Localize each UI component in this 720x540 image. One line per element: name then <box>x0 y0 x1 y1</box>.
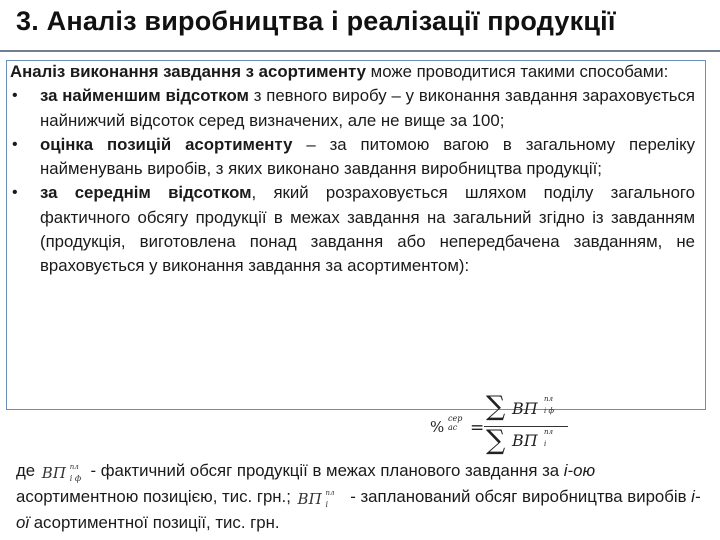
bullet-text: з певного виробу – у виконання завдання зараховується найнижчий відсоток серед визначених, але не вище за 100; <box>40 86 696 130</box>
formula-lhs-sup: сер <box>448 414 463 423</box>
explanation-italic2: і-ої <box>16 487 701 532</box>
symbol-sup: пл <box>325 489 335 497</box>
sum-icon: ∑ <box>486 391 506 422</box>
formula-denominator-sup: пл <box>544 428 553 436</box>
symbol-base: ВП <box>41 464 66 482</box>
explanation-part3: - запланований обсяг виробництва виробів <box>345 487 692 506</box>
symbol-sub: і <box>325 500 329 509</box>
title-divider <box>0 50 720 52</box>
sum-icon: ∑ <box>486 425 506 456</box>
explanation-de: де <box>16 461 40 480</box>
intro-bold: Аналіз виконання завдання з асортименту <box>10 62 366 81</box>
bullet-text: – за питомою вагою в загальному переліку найменувань виробів, з яких виконано завдання виробництва продукції; <box>40 134 695 179</box>
formula-lhs-sub: ас <box>448 423 458 432</box>
bullet-bold: за найменшим відсотком <box>40 86 249 106</box>
formula-lhs-indices <box>448 414 462 432</box>
formula-numerator-sup: пл <box>544 395 553 403</box>
formula-numerator-sub: і ф <box>544 407 554 415</box>
explanation-part2: асортиментною позицією, тис. грн.; <box>16 487 296 506</box>
symbol-sup: пл <box>69 463 79 471</box>
formula-lhs: % <box>430 418 445 436</box>
content-text <box>10 60 695 279</box>
intro-paragraph <box>10 60 695 84</box>
list-item <box>10 84 695 133</box>
formula-numerator: ВП <box>512 399 538 418</box>
list-item <box>10 181 695 278</box>
bullet-bold: оцінка позицій асортименту <box>40 134 293 154</box>
formula-equals: = <box>470 418 485 438</box>
explanation-paragraph <box>16 458 706 536</box>
methods-list <box>10 84 695 278</box>
intro-rest: може проводитися такими способами: <box>366 62 669 81</box>
explanation-italic1: і-ою <box>563 461 596 480</box>
formula-denominator: ВП <box>512 431 538 450</box>
explanation-part4: асортиментної позиції, тис. грн. <box>29 513 280 532</box>
formula-denominator-sub: і <box>544 440 547 448</box>
symbol-base: ВП <box>297 490 322 508</box>
slide-title: 3. Аналіз виробництва і реалізації продукції <box>16 6 616 36</box>
explanation-part1: - фактичний обсяг продукції в межах планового завдання за <box>85 461 564 480</box>
bullet-text: , який розраховується шляхом поділу загального фактичного обсягу продукції в межах завдання на загальний згідно із завданням (продукція, виготовлена понад завдання або непередбачена завданням, не враховується у виконання завдання за асортиментом): <box>40 183 695 276</box>
symbol-sub: і ф <box>69 474 82 483</box>
average-percent-formula <box>418 390 568 458</box>
planned-output-symbol <box>296 486 346 509</box>
actual-output-symbol <box>40 460 86 483</box>
list-item <box>10 133 695 182</box>
bullet-bold: за середнім відсотком <box>40 183 252 203</box>
